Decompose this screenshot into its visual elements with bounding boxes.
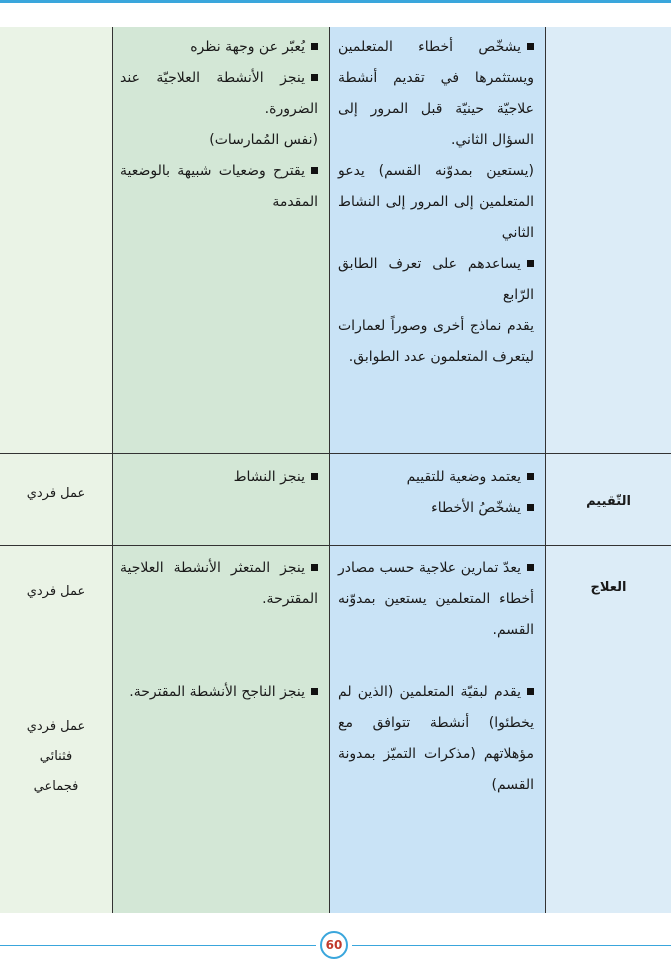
bullet-square-icon bbox=[527, 260, 534, 267]
footer-rule-left bbox=[0, 945, 316, 946]
bullet-square-icon bbox=[527, 688, 534, 695]
learner-item: يقترح وضعيات شبيهة بالوضعية المقدمة bbox=[120, 163, 318, 210]
bullet-square-icon bbox=[311, 473, 318, 480]
teacher-item: يعتمد وضعية للتقييم bbox=[338, 462, 534, 493]
learner-cell-row3 bbox=[120, 553, 318, 708]
lesson-table bbox=[0, 27, 671, 913]
bullet-square-icon bbox=[311, 43, 318, 50]
footer-rule-right bbox=[352, 945, 671, 946]
teacher-cell-row3 bbox=[338, 553, 534, 801]
teacher-item: (يستعين بمدوّنه القسم) يدعو المتعلمين إلى المرور إلى النشاط الثاني bbox=[338, 163, 534, 241]
bullet-square-icon bbox=[311, 688, 318, 695]
learner-item: ينجز الأنشطة العلاجيّة عند الضرورة. bbox=[120, 70, 318, 117]
work-mode-individual: عمل فردي bbox=[26, 719, 86, 734]
page-number: 60 bbox=[320, 931, 348, 959]
learner-cell-row1 bbox=[120, 32, 318, 218]
teacher-item: يقدم لبقيّة المتعلمين (الذين لم يخطئوا) أنشطة تتوافق مع مؤهلاتهم (مذكرات التميّز بمدونة القسم) bbox=[338, 684, 534, 793]
learner-cell-row2 bbox=[120, 462, 318, 493]
column-divider bbox=[545, 27, 546, 913]
learner-item: ينجز الناجح الأنشطة المقترحة. bbox=[120, 677, 318, 708]
bullet-square-icon bbox=[311, 74, 318, 81]
column-divider bbox=[112, 27, 113, 913]
row-divider bbox=[0, 545, 671, 546]
bullet-square-icon bbox=[527, 473, 534, 480]
teacher-item: يعدّ تمارين علاجية حسب مصادر أخطاء المتعلمين يستعين بمدوّنه القسم. bbox=[338, 560, 534, 638]
row-divider bbox=[0, 453, 671, 454]
teacher-item: يشخّص أخطاء المتعلمين ويستثمرها في تقديم أنشطة علاجيّة حينيّة قبل المرور إلى السؤال الثاني. bbox=[338, 39, 534, 148]
bullet-square-icon bbox=[311, 167, 318, 174]
bullet-square-icon bbox=[527, 504, 534, 511]
work-mode-group: فجماعي bbox=[33, 779, 79, 794]
learner-item: يُعبّر عن وجهة نظره bbox=[120, 32, 318, 63]
work-mode-pairs: فثنائي bbox=[39, 749, 73, 764]
teacher-item: يقدم نماذج أخرى وصوراً لعمارات ليتعرف المتعلمون عدد الطوابق. bbox=[338, 318, 534, 365]
bullet-square-icon bbox=[311, 564, 318, 571]
learner-item: ينجز النشاط bbox=[120, 462, 318, 493]
top-rule bbox=[0, 0, 671, 3]
teacher-item: يشخّصُ الأخطاء bbox=[338, 493, 534, 524]
bullet-square-icon bbox=[527, 564, 534, 571]
work-mode-row3-b bbox=[0, 712, 112, 802]
work-mode-row3-a: عمل فردي bbox=[26, 584, 86, 599]
stage-column bbox=[546, 27, 671, 913]
learner-item: (نفس المُمارسات) bbox=[209, 132, 318, 148]
teacher-item: يساعدهم على تعرف الطابق الرّابع bbox=[338, 256, 534, 303]
learner-item: ينجز المتعثر الأنشطة العلاجية المقترحة. bbox=[120, 560, 318, 607]
column-divider bbox=[329, 27, 330, 913]
work-mode-row2: عمل فردي bbox=[26, 486, 86, 501]
bullet-square-icon bbox=[527, 43, 534, 50]
teacher-cell-row2 bbox=[338, 462, 534, 524]
teacher-cell-row1 bbox=[338, 32, 534, 373]
stage-label-remediation: العلاج bbox=[590, 580, 627, 595]
stage-label-evaluation: التّقييم bbox=[586, 494, 631, 509]
